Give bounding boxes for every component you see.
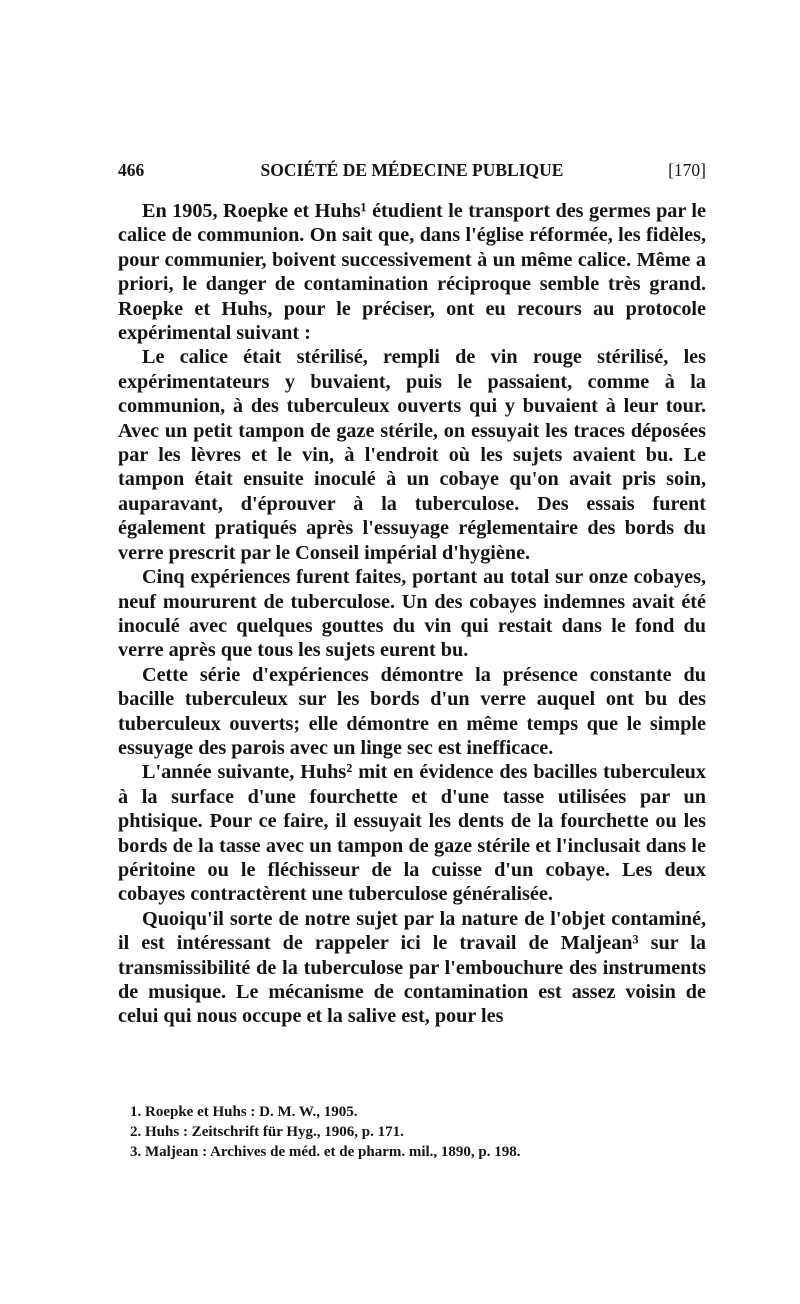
footnote: 3. Maljean : Archives de méd. et de pharm. mil., 1890, p. 198. xyxy=(130,1144,521,1160)
paragraph: Le calice était stérilisé, rempli de vin rouge stérilisé, les expérimentateurs y buvaient, puis le passaient, comme à la communion, à des tuberculeux ouverts qui y buvaient à leur tour. Avec un petit tampon de gaze stérile, on essuyait les traces déposées par les lèvres et le vin, à l'endroit où les sujets avaient bu. Le tampon était ensuite inoculé à un cobaye qu'on avait pris soin, auparavant, d'éprouver à la tuberculose. Des essais furent également pratiqués après l'essuyage réglementaire des bords du verre prescrit par le Conseil impérial d'hygiène. xyxy=(118,346,706,564)
paragraph: Quoiqu'il sorte de notre sujet par la nature de l'objet contaminé, il est intéressant de rappeler ici le travail de Maljean³ sur la transmissibilité de la tuberculose par l'embouchure des instruments de musique. Le mécanisme de contamination est assez voisin de celui qui nous occupe et la salive est, pour les xyxy=(118,907,706,1028)
running-header xyxy=(118,160,706,184)
footnote: 1. Roepke et Huhs : D. M. W., 1905. xyxy=(130,1104,358,1120)
footnote: 2. Huhs : Zeitschrift für Hyg., 1906, p. 171. xyxy=(130,1124,404,1140)
paragraph: Cinq expériences furent faites, portant au total sur onze cobayes, neuf moururent de tuberculose. Un des cobayes indemnes avait été inoculé avec quelques gouttes du vin qui restait dans le fond du verre après que tous les sujets eurent bu. xyxy=(118,566,706,662)
paragraph: Cette série d'expériences démontre la présence constante du bacille tuberculeux sur les bords d'un verre auquel ont bu des tuberculeux ouverts; elle démontre en même temps que le simple essuyage des parois avec un linge sec est inefficace. xyxy=(118,663,706,759)
footnotes xyxy=(130,1102,706,1162)
page-reference: [170] xyxy=(668,160,706,180)
running-title: SOCIÉTÉ DE MÉDECINE PUBLIQUE xyxy=(260,160,564,180)
paragraph: En 1905, Roepke et Huhs¹ étudient le transport des germes par le calice de communion. On sait que, dans l'église réformée, les fidèles, pour communier, boivent successivement à un même calice. Même a priori, le danger de contamination réciproque semble très grand. Roepke et Huhs, pour le préciser, ont eu recours au protocole expérimental suivant : xyxy=(118,200,706,345)
body-text xyxy=(118,199,706,1029)
paragraph: L'année suivante, Huhs² mit en évidence des bacilles tuberculeux à la surface d'une fourchette et d'une tasse utilisées par un phtisique. Pour ce faire, il essuyait les dents de la fourchette ou les bords de la tasse avec un tampon de gaze stérile et l'inclusait dans le péritoine ou le fléchisseur de la cuisse d'un cobaye. Les deux cobayes contractèrent une tuberculose généralisée. xyxy=(118,761,706,906)
page-number: 466 xyxy=(118,160,145,180)
